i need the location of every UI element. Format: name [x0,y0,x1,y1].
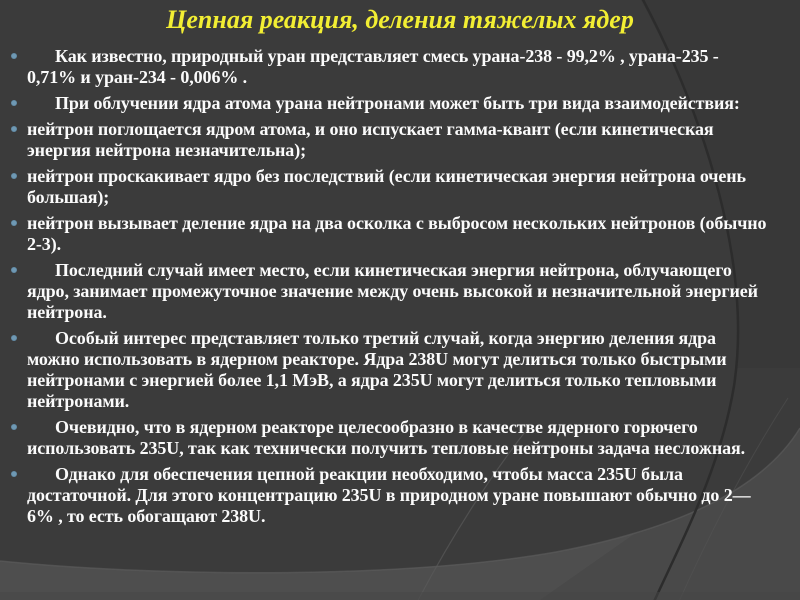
bullet-text: нейтрон вызывает деление ядра на два осколка с выбросом нескольких нейтронов (обычно 2-3). [27,213,767,254]
bullet-text: Последний случай имеет место, если кинетическая энергия нейтрона, облучающего ядро, занимает промежуточное значение между очень высокой и незначительной энергией нейтрона. [27,260,758,322]
bullet-icon [11,100,17,106]
list-item [11,464,789,527]
bullet-icon [11,267,17,273]
list-item [11,328,789,412]
bullet-text: Однако для обеспечения цепной реакции необходимо, чтобы масса 235U была достаточной. Для этого концентрацию 235U в природном уране повышают обычно до 2—6% , то есть обогащают 238U. [27,464,751,526]
list-item [11,166,789,208]
bullet-icon [11,126,17,132]
bullet-text: Очевидно, что в ядерном реакторе целесообразно в качестве ядерного горючего использовать 235U, так как технически получить тепловые нейтроны задача несложная. [27,417,746,458]
list-item [11,119,789,161]
bullet-icon [11,424,17,430]
bullet-icon [11,53,17,59]
bullet-icon [11,220,17,226]
bullet-icon [11,471,17,477]
bullet-list [11,46,789,532]
list-item [11,213,789,255]
bullet-text: Как известно, природный уран представляет смесь урана-238 - 99,2% , урана-235 - 0,71% и уран-234 - 0,006% . [27,46,719,87]
list-item [11,260,789,323]
bullet-text: нейтрон поглощается ядром атома, и оно испускает гамма-квант (если кинетическая энергия нейтрона незначительна); [27,119,714,160]
bullet-text: Особый интерес представляет только третий случай, когда энергию деления ядра можно использовать в ядерном реакторе. Ядра 238U могут делиться только быстрыми нейтронами с энергией более 1,1 МэВ, а ядра 235U могут делиться только тепловыми нейтронами. [27,328,727,411]
bullet-icon [11,173,17,179]
list-item [11,417,789,459]
list-item [11,93,789,114]
bullet-icon [11,335,17,341]
bullet-text: При облучении ядра атома урана нейтронами может быть три вида взаимодействия: [55,93,740,113]
list-item [11,46,789,88]
slide-title: Цепная реакция, деления тяжелых ядер [166,5,634,34]
bullet-text: нейтрон проскакивает ядро без последствий (если кинетическая энергия нейтрона очень большая); [27,166,746,207]
